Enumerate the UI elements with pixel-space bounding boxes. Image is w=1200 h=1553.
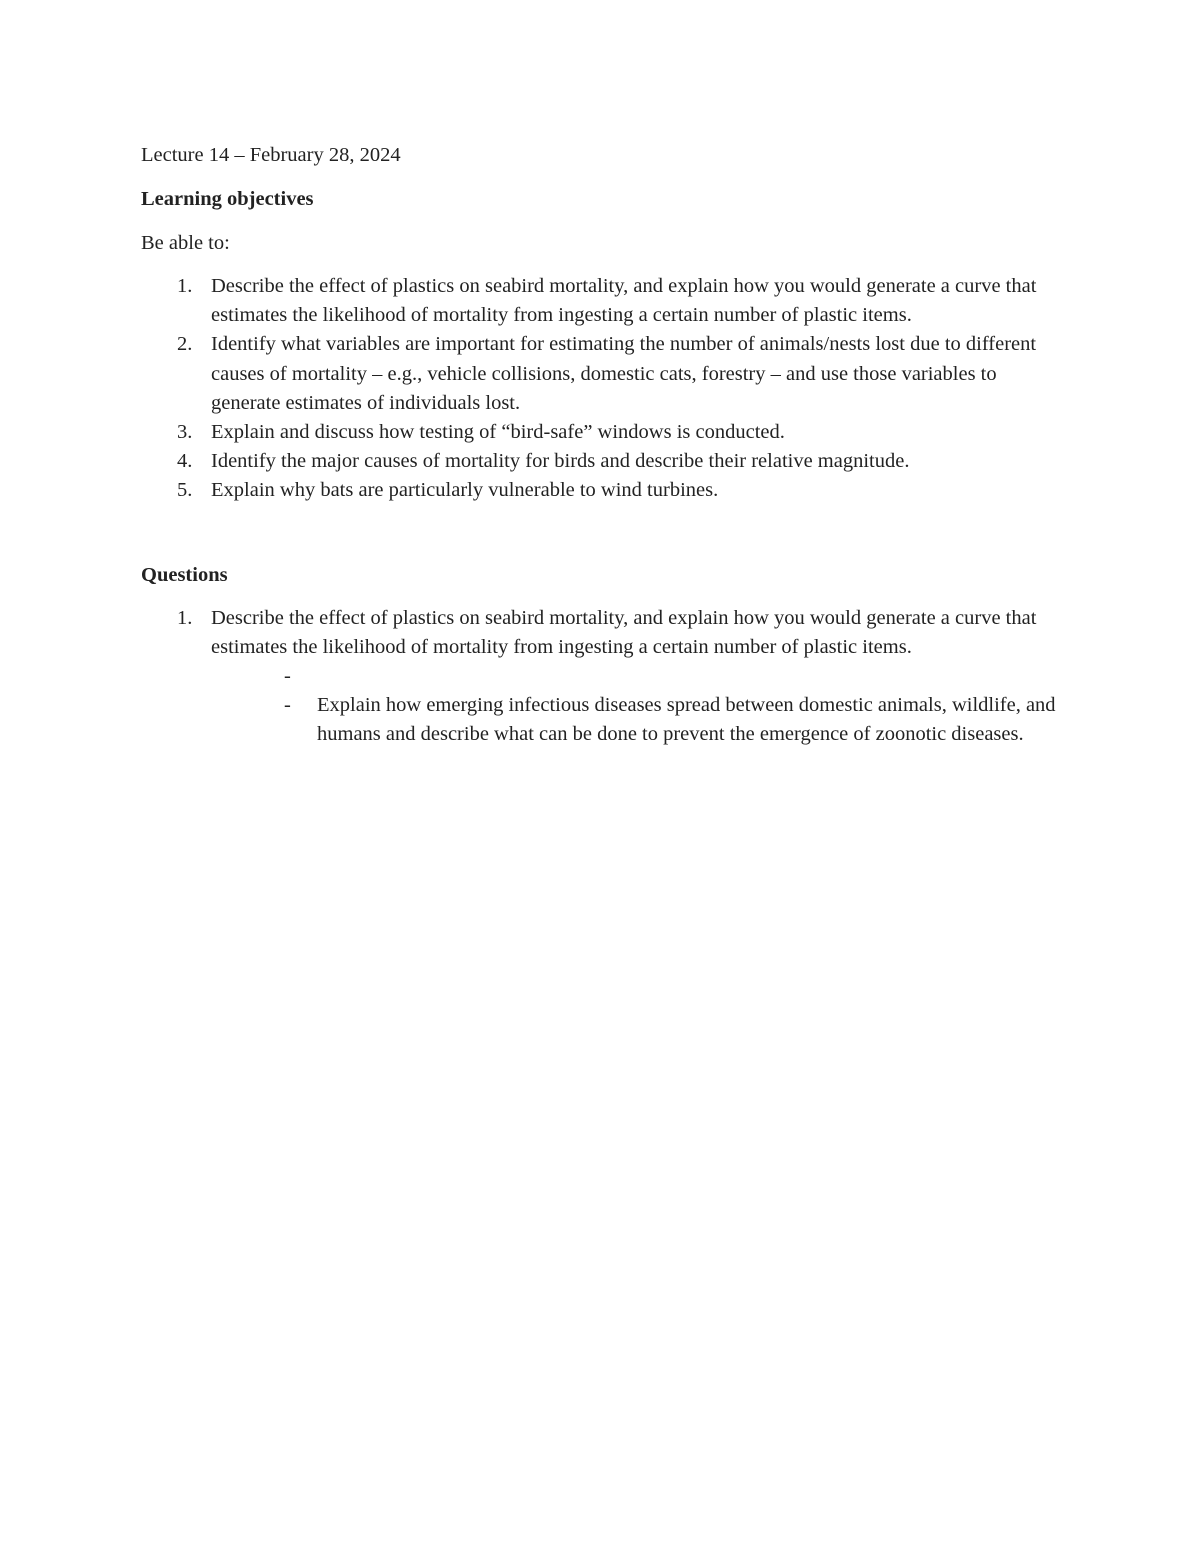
dash-marker: -: [284, 665, 291, 688]
question-text: Describe the effect of plastics on seabird mortality, and explain how you would generate a curve that estimates the likelihood of mortality from ingesting a certain number of plastic items.: [211, 606, 1037, 658]
objective-number: 1.: [177, 275, 193, 297]
objective-item: [141, 418, 1071, 447]
questions-heading: Questions: [141, 563, 228, 586]
objective-text: Explain and discuss how testing of “bird-safe” windows is conducted.: [211, 421, 785, 444]
dash-item: [247, 662, 1071, 691]
questions-list: [141, 604, 1071, 662]
lecture-title: Lecture 14 – February 28, 2024: [141, 144, 401, 166]
question-item: [141, 604, 1071, 662]
objective-number: 3.: [177, 421, 193, 444]
objective-item: [141, 476, 1071, 505]
objective-item: [141, 447, 1071, 476]
objective-text: Explain why bats are particularly vulnerable to wind turbines.: [211, 479, 719, 502]
objective-text: Identify the major causes of mortality for birds and describe their relative magnitude.: [211, 450, 910, 473]
question-subitems: [141, 662, 1071, 750]
objectives-list: [141, 272, 1071, 506]
objective-text: Identify what variables are important for estimating the number of animals/nests lost due to different causes of mortality – e.g., vehicle collisions, domestic cats, forestry – and use those variables to generate estimates of individuals lost.: [211, 333, 1037, 414]
objective-item: [141, 330, 1071, 418]
objectives-intro: Be able to:: [141, 232, 230, 254]
dash-item-text: Explain how emerging infectious diseases spread between domestic animals, wildlife, and humans and describe what can be done to prevent the emergence of zoonotic diseases.: [317, 694, 1056, 746]
document-page: [141, 140, 1071, 750]
dash-marker: -: [284, 694, 291, 717]
objective-number: 4.: [177, 450, 193, 473]
objective-item: [141, 272, 1071, 330]
question-number: 1.: [177, 606, 193, 629]
dash-item: [247, 691, 1071, 749]
objective-number: 5.: [177, 479, 193, 502]
objective-number: 2.: [177, 333, 193, 356]
objectives-heading: Learning objectives: [141, 188, 314, 210]
objective-text: Describe the effect of plastics on seabird mortality, and explain how you would generate a curve that estimates the likelihood of mortality from ingesting a certain number of plastic items.: [211, 275, 1037, 327]
